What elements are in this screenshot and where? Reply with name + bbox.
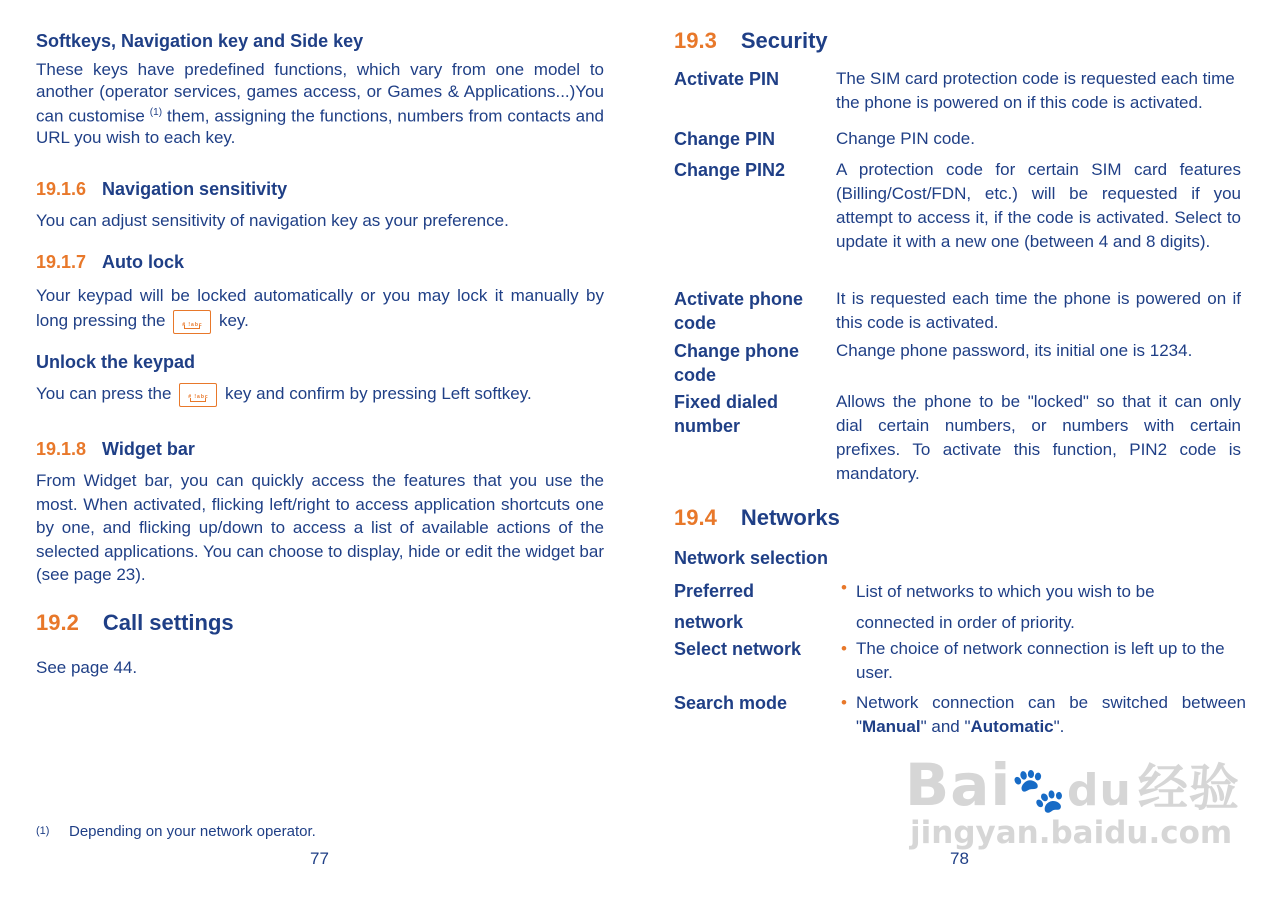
section-19-1-6-text: You can adjust sensitivity of navigation key as your preference. [36,211,509,230]
search-mode-text-a: Network connection can be switched between " [856,693,1246,736]
term-change-pin2: Change PIN2 [674,160,786,180]
def-activate-phone-code: It is requested each time the phone is powered on if this code is activated. [836,289,1241,332]
search-mode-manual: Manual [862,717,921,736]
def-activate-pin: The SIM card protection code is requested each time the phone is powered on if this code is activated. [836,69,1235,112]
softkeys-paragraph [36,59,604,149]
def-fixed-dialed-number: Allows the phone to be "locked" so that it can only dial certain numbers, or numbers with certain prefixes. To activate this function, PIN2 code is mandatory. [836,392,1241,483]
section-number: 19.1.7 [36,252,87,272]
section-number: 19.2 [36,610,79,635]
watermark-brand-cn: 经验 [1137,759,1240,817]
search-mode-text-b: " and " [920,717,971,736]
section-19-2-text: See page 44. [36,658,138,677]
softkeys-text-b: them, assigning the functions, numbers from contacts and URL you wish to each key. [36,106,604,148]
bullet: • [841,693,847,712]
autolock-text-b: key. [218,311,249,330]
section-19-3-heading [674,28,828,54]
def-change-pin: Change PIN code. [836,129,975,148]
network-selection-heading: Network selection [674,548,829,568]
term-search-mode: Search mode [674,693,788,713]
term-change-phone-code: Change phone code [674,341,799,385]
unlock-text [36,382,532,407]
section-title: Call settings [102,610,234,635]
def-search-mode [856,691,1246,739]
paw-icon: 🐾 [1011,765,1068,816]
watermark-url: jingyan.baidu.com [910,815,1233,851]
def-select-network: The choice of network connection is left up to the user. [856,639,1225,682]
section-19-1-6-heading [36,179,287,200]
section-title: Security [740,28,828,53]
footnote-ref: (1) [149,107,163,118]
term-activate-pin: Activate PIN [674,69,780,89]
section-19-2-heading [36,610,234,636]
unlock-heading: Unlock the keypad [36,352,196,372]
softkeys-text-a: These keys have predefined functions, which vary from one model to another (operator services, games access, or Games & Applications...)You can customise [36,60,604,126]
key-label: # !abc [182,321,203,328]
autolock-text-a: Your keypad will be locked automatically or you may lock it manually by long pressing the [36,286,604,330]
term-fixed-dialed-number: Fixed dialed number [674,392,779,436]
term-preferred-network: Preferred network [674,581,755,632]
section-19-1-8-heading [36,439,195,460]
section-19-1-7-heading [36,252,184,273]
search-mode-text-c: ". [1053,717,1065,736]
section-number: 19.1.8 [36,439,87,459]
footnote-text: Depending on your network operator. [69,823,316,840]
search-mode-automatic: Automatic [970,717,1054,736]
section-title: Networks [740,505,840,530]
term-activate-phone-code: Activate phone code [674,289,804,333]
section-number: 19.4 [674,505,717,530]
watermark-brand: Bai [905,751,1012,819]
section-19-1-7-text [36,283,604,334]
section-title: Navigation sensitivity [102,179,288,199]
section-number: 19.3 [674,28,717,53]
page-number-right: 78 [950,849,969,868]
section-19-1-8-text: From Widget bar, you can quickly access the features that you use the most. When activated, flicking left/right to access application shortcuts one by one, and flicking up/down to access a list of available actions of the selected applications. You can choose to display, hide or edit the widget bar (see page 23). [36,471,604,584]
def-change-pin2: A protection code for certain SIM card features (Billing/Cost/FDN, etc.) will be requested if you attempt to access it, if the code is activated. Select to update it with a new one (between 4 and 8 digits). [836,160,1241,251]
bullet: • [841,639,847,658]
section-title: Widget bar [102,439,195,459]
def-change-phone-code: Change phone password, its initial one is 1234. [836,341,1193,360]
softkeys-heading: Softkeys, Navigation key and Side key [36,31,364,51]
unlock-text-a: You can press the [36,384,172,403]
unlock-text-b: key and confirm by pressing Left softkey. [224,384,532,403]
footnote-mark: (1) [36,825,50,837]
watermark-brand-du: du [1067,765,1132,816]
section-title: Auto lock [102,252,185,272]
def-preferred-network: List of networks to which you wish to be connected in order of priority. [856,582,1155,632]
term-change-pin: Change PIN [674,129,776,149]
section-number: 19.1.6 [36,179,87,199]
section-19-4-heading [674,505,840,531]
key-label: # !abc [188,393,209,400]
page-number-left: 77 [310,849,329,868]
lock-key-icon [179,383,217,407]
term-select-network: Select network [674,639,802,659]
bullet: • [841,578,847,597]
lock-key-icon [173,310,211,334]
baidu-watermark-logo [905,748,1240,820]
